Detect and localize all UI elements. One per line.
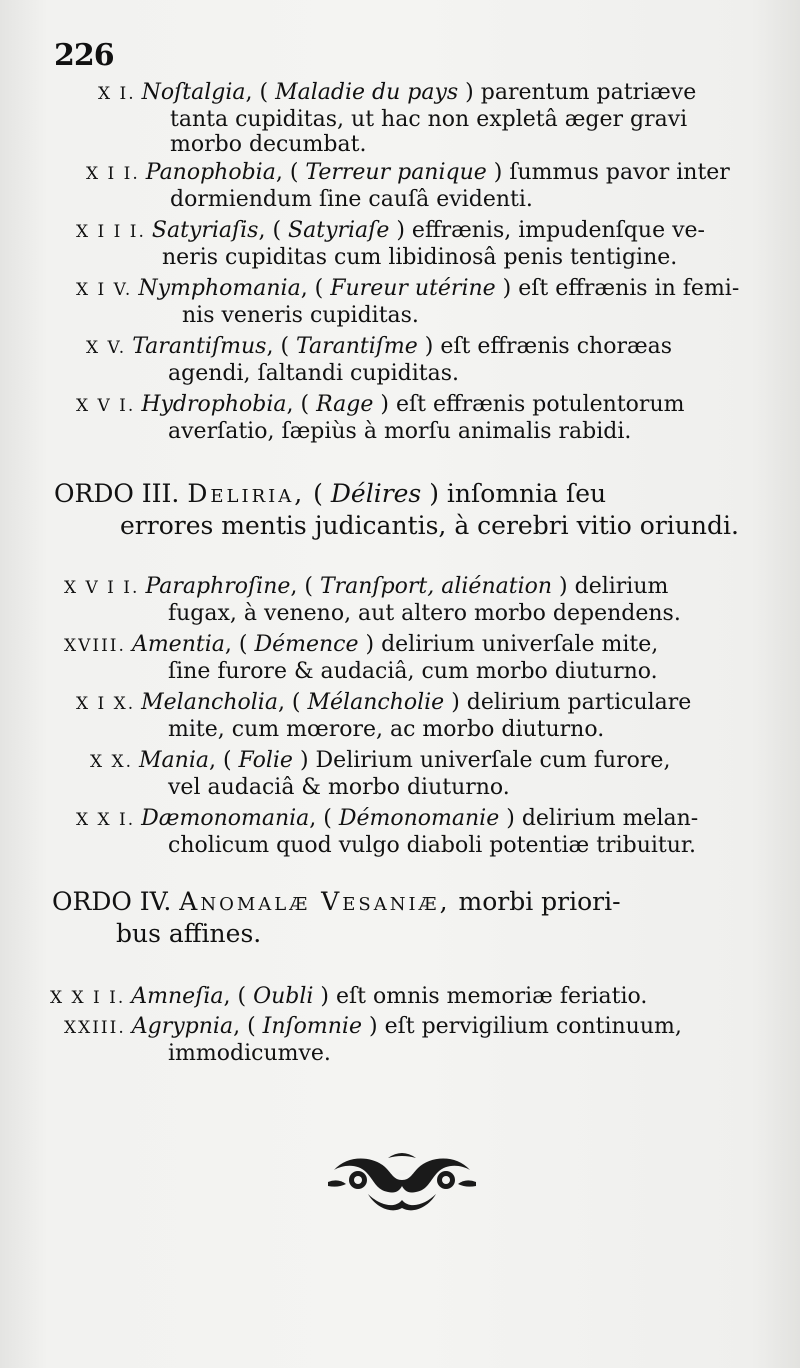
entry-french: Maladie du pays bbox=[275, 80, 459, 105]
entry-term: Tarantiſmus bbox=[132, 334, 267, 359]
entry-french: Terreur panique bbox=[305, 160, 487, 185]
entry-text: fugax, à veneno, aut altero morbo dependens. bbox=[168, 601, 681, 626]
entry-text: eſt effrænis choræas bbox=[440, 334, 673, 359]
ordo-label: ORDO IV. bbox=[52, 887, 172, 916]
entry-number: X V I I. bbox=[64, 578, 140, 598]
entry-amnesia: X X I I. Amneſia, ( Oubli ) eſt omnis memoriæ feriatio. bbox=[50, 984, 648, 1009]
entry-number: X X. bbox=[90, 752, 134, 772]
entry-text: Delirium univerſale cum furore, bbox=[315, 748, 671, 773]
entry-term: Melancholia bbox=[141, 690, 278, 715]
entry-text: delirium melan- bbox=[521, 806, 699, 831]
ordo-text: bus affines. bbox=[116, 919, 262, 948]
entry-french: Mélancholie bbox=[307, 690, 445, 715]
entry-french: Démonomanie bbox=[338, 806, 500, 831]
entry-satyriasis: X I I I. Satyriaſis, ( Satyriaſe ) effrænis, impudenſque ve- neris cupiditas cum libidinosâ penis tentigine. bbox=[76, 218, 776, 270]
entry-french: Tranſport, aliénation bbox=[319, 574, 553, 599]
entry-number: X V. bbox=[86, 338, 127, 358]
entry-nymphomania: X I V. Nymphomania, ( Fureur utérine ) eſt effrænis in femi- nis veneris cupiditas. bbox=[76, 276, 776, 328]
ordo-text: inſomnia ſeu bbox=[446, 479, 607, 508]
entry-number: X I I. bbox=[86, 164, 140, 184]
entry-text: eſt effrænis in femi- bbox=[518, 276, 740, 301]
floral-ornament-icon bbox=[328, 1150, 476, 1214]
entry-panophobia: X I I. Panophobia, ( Terreur panique ) ſummus pavor inter dormiendum ſine cauſâ evidenti. bbox=[86, 160, 776, 212]
entry-text: tanta cupiditas, ut hac non expletâ æger gravi bbox=[170, 107, 688, 132]
entry-text: delirium univerſale mite, bbox=[381, 632, 659, 657]
entry-term: Mania bbox=[139, 748, 209, 773]
entry-term: Amneſia bbox=[131, 984, 224, 1009]
entry-text: cholicum quod vulgo diaboli potentiæ tribuitur. bbox=[168, 833, 696, 858]
entry-text: eſt effrænis potulentorum bbox=[395, 392, 685, 417]
entry-mania: X X. Mania, ( Folie ) Delirium univerſale cum furore, vel audaciâ & morbo diuturno. bbox=[90, 748, 776, 800]
entry-term: Dæmonomania bbox=[141, 806, 310, 831]
entry-french: Inſomnie bbox=[262, 1014, 362, 1039]
entry-french: Satyriaſe bbox=[288, 218, 390, 243]
entry-number: X X I. bbox=[76, 810, 136, 830]
entry-term: Panophobia bbox=[145, 160, 276, 185]
entry-french: Oubli bbox=[253, 984, 314, 1009]
entry-term: Satyriaſis bbox=[151, 218, 259, 243]
page-number: 226 bbox=[54, 38, 114, 73]
entry-number: X I X. bbox=[76, 694, 136, 714]
entry-text: morbo decumbat. bbox=[170, 132, 367, 157]
entry-french: Tarantiſme bbox=[296, 334, 418, 359]
entry-number: X I. bbox=[98, 84, 136, 104]
entry-number: X I I I. bbox=[76, 222, 146, 242]
entry-french: Folie bbox=[238, 748, 293, 773]
entry-text: mite, cum mœrore, ac morbo diuturno. bbox=[168, 717, 605, 742]
entry-text: ſummus pavor inter bbox=[509, 160, 730, 185]
ordo-text: morbi priori- bbox=[458, 887, 621, 916]
entry-text: vel audaciâ & morbo diuturno. bbox=[168, 775, 510, 800]
entry-daemonomania: X X I. Dæmonomania, ( Démonomanie ) delirium melan- cholicum quod vulgo diaboli potentiæ tribuitur. bbox=[76, 806, 776, 858]
entry-text: parentum patriæve bbox=[480, 80, 697, 105]
entry-text: nis veneris cupiditas. bbox=[182, 303, 419, 328]
entry-amentia: XVIII. Amentia, ( Démence ) delirium univerſale mite, ſine furore & audaciâ, cum morbo diuturno. bbox=[64, 632, 776, 684]
entry-term: Noſtalgia bbox=[141, 80, 246, 105]
entry-term: Amentia bbox=[131, 632, 225, 657]
entry-term: Nymphomania bbox=[138, 276, 301, 301]
entry-number: XXIII. bbox=[64, 1018, 126, 1038]
entry-paraphrosine: X V I I. Paraphroſine, ( Tranſport, aliénation ) delirium fugax, à veneno, aut altero morbo dependens. bbox=[64, 574, 776, 626]
entry-text: immodicumve. bbox=[168, 1041, 331, 1066]
entry-number: X I V. bbox=[76, 280, 133, 300]
ordo-iv-heading bbox=[52, 886, 621, 950]
ordo-iii-heading: ORDO III. Deliria, ( Délires ) inſomnia ſeu errores mentis judicantis, à cerebri vitio oriundi. bbox=[54, 479, 739, 540]
entry-text: averſatio, ſæpiùs à morſu animalis rabidi. bbox=[168, 419, 632, 444]
entry-french: Rage bbox=[316, 392, 374, 417]
entry-text: effrænis, impudenſque ve- bbox=[411, 218, 705, 243]
entry-term: Hydrophobia bbox=[141, 392, 287, 417]
entry-nostalgia: X I. Noſtalgia, ( Maladie du pays ) parentum patriæve tanta cupiditas, ut hac non expletâ æger gravi morbo decumbat. bbox=[98, 80, 768, 157]
ordo-french: Délires bbox=[330, 479, 422, 508]
entry-term: Agrypnia bbox=[131, 1014, 234, 1039]
ordo-text: errores mentis judicantis, à cerebri vitio oriundi. bbox=[120, 511, 739, 540]
entry-tarantismus: X V. Tarantiſmus, ( Tarantiſme ) eſt effrænis choræas agendi, ſaltandi cupiditas. bbox=[86, 334, 776, 386]
entry-text: delirium bbox=[574, 574, 669, 599]
entry-agrypnia: XXIII. Agrypnia, ( Inſomnie ) eſt pervigilium continuum, immodicumve. bbox=[64, 1014, 776, 1066]
ordo-name: Anomalæ Vesaniæ, bbox=[179, 887, 451, 916]
entry-text: neris cupiditas cum libidinosâ penis tentigine. bbox=[162, 245, 678, 270]
ordo-name: Deliria, bbox=[187, 479, 306, 508]
entry-number: X V I. bbox=[76, 396, 136, 416]
entry-term: Paraphroſine bbox=[145, 574, 291, 599]
entry-text: dormiendum ſine cauſâ evidenti. bbox=[170, 187, 533, 212]
entry-text: agendi, ſaltandi cupiditas. bbox=[168, 361, 459, 386]
entry-text: ſine furore & audaciâ, cum morbo diuturno. bbox=[168, 659, 658, 684]
entry-text: eſt omnis memoriæ feriatio. bbox=[336, 984, 648, 1009]
entry-melancholia: X I X. Melancholia, ( Mélancholie ) delirium particulare mite, cum mœrore, ac morbo diuturno. bbox=[76, 690, 776, 742]
entry-number: X X I I. bbox=[50, 988, 126, 1008]
ordo-label: ORDO III. bbox=[54, 479, 180, 508]
entry-hydrophobia: X V I. Hydrophobia, ( Rage ) eſt effrænis potulentorum averſatio, ſæpiùs à morſu animalis rabidi. bbox=[76, 392, 776, 444]
entry-number: XVIII. bbox=[64, 636, 126, 656]
entry-french: Démence bbox=[254, 632, 359, 657]
entry-text: eſt pervigilium continuum, bbox=[384, 1014, 682, 1039]
entry-french: Fureur utérine bbox=[330, 276, 496, 301]
entry-text: delirium particulare bbox=[466, 690, 692, 715]
